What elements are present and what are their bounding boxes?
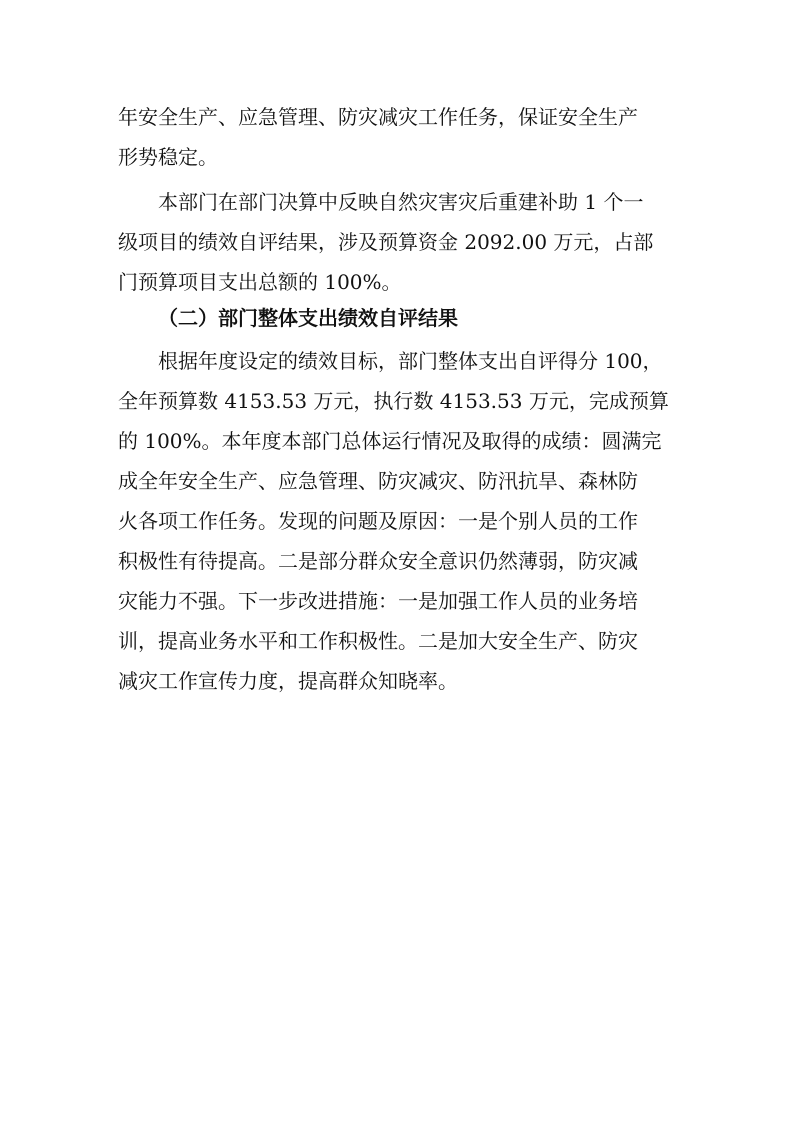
paragraph-3-line-6: 积极性有待提高。二是部分群众安全意识仍然薄弱，防灾减 [118, 549, 638, 573]
paragraph-3-line-4: 成全年安全生产、应急管理、防灾减灾、防汛抗旱、森林防 [118, 469, 638, 493]
section-heading: （二）部门整体支出绩效自评结果 [158, 306, 458, 330]
paragraph-3-line-5: 火各项工作任务。发现的问题及原因：一是个别人员的工作 [118, 509, 638, 533]
paragraph-3-line-1: 根据年度设定的绩效目标，部门整体支出自评得分 100， [158, 349, 663, 373]
paragraph-3-line-9: 减灾工作宣传力度，提高群众知晓率。 [118, 669, 458, 693]
paragraph-2-line-3: 门预算项目支出总额的 100%。 [118, 270, 402, 294]
paragraph-2-line-1: 本部门在部门决算中反映自然灾害灾后重建补助 1 个一 [158, 190, 644, 214]
paragraph-3-line-8: 训，提高业务水平和工作积极性。二是加大安全生产、防灾 [118, 629, 638, 653]
paragraph-1-line-2: 形势稳定。 [118, 145, 218, 169]
paragraph-3-line-7: 灾能力不强。下一步改进措施：一是加强工作人员的业务培 [118, 589, 638, 613]
paragraph-2-line-2: 级项目的绩效自评结果，涉及预算资金 2092.00 万元，占部 [118, 230, 654, 254]
paragraph-3-line-3: 的 100%。本年度本部门总体运行情况及取得的成绩：圆满完 [118, 429, 662, 453]
paragraph-3-line-2: 全年预算数 4153.53 万元，执行数 4153.53 万元，完成预算 [118, 389, 669, 413]
paragraph-1-line-1: 年安全生产、应急管理、防灾减灾工作任务，保证安全生产 [118, 105, 638, 129]
